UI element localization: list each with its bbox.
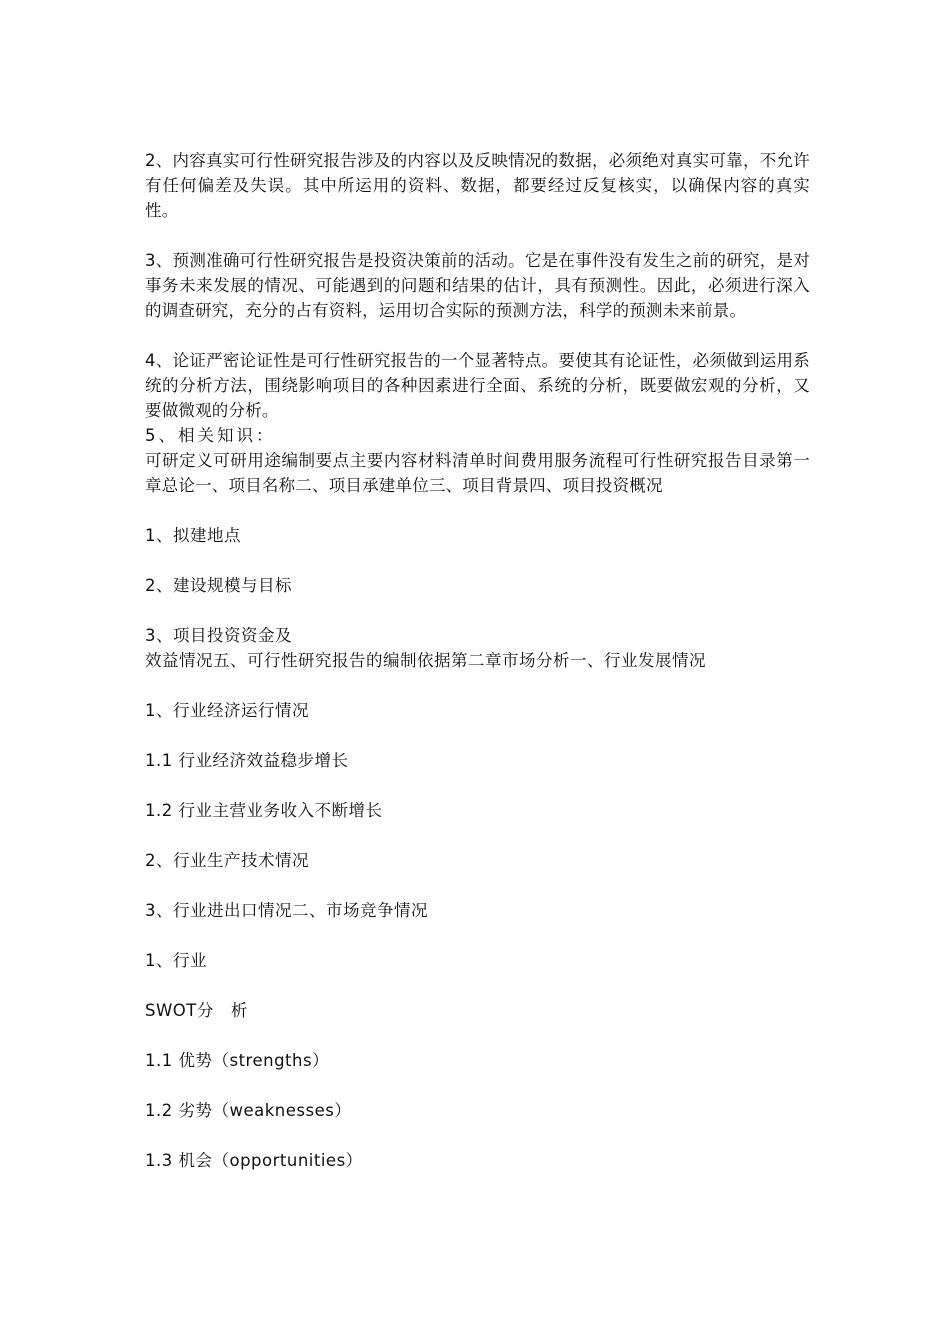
paragraph-content-authenticity: 2、内容真实可行性研究报告涉及的内容以及反映情况的数据，必须绝对真实可靠，不允许有任何偏差及失误。其中所运用的资料、数据，都要经过反复核实，以确保内容的真实性。 — [145, 151, 810, 220]
list-item-economic-benefit: 1.1 行业经济效益稳步增长 — [145, 751, 349, 770]
list-item-investment-funds: 3、项目投资资金及 — [145, 626, 292, 645]
list-item-strengths: 1.1 优势（strengths） — [145, 1051, 330, 1070]
paragraph-report-outline: 可研定义可研用途编制要点主要内容材料清单时间费用服务流程可行性研究报告目录第一章总论一、项目名称二、项目承建单位三、项目背景四、项目投资概况 — [145, 451, 810, 495]
list-item-import-export: 3、行业进出口情况二、市场竞争情况 — [145, 901, 428, 920]
list-item-industry-operation: 1、行业经济运行情况 — [145, 701, 309, 720]
list-item-revenue-growth: 1.2 行业主营业务收入不断增长 — [145, 801, 383, 820]
list-item-scale-goals: 2、建设规模与目标 — [145, 576, 292, 595]
heading-related-knowledge: 5、相关知识： — [145, 426, 276, 445]
document-page — [145, 148, 810, 1173]
list-item-site: 1、拟建地点 — [145, 526, 241, 545]
list-item-swot: SWOT分 析 — [145, 1001, 248, 1020]
list-item-production-tech: 2、行业生产技术情况 — [145, 851, 309, 870]
list-item-weaknesses: 1.2 劣势（weaknesses） — [145, 1101, 352, 1120]
list-item-opportunities: 1.3 机会（opportunities） — [145, 1151, 363, 1170]
paragraph-rigorous-argument: 4、论证严密论证性是可行性研究报告的一个显著特点。要使其有论证性，必须做到运用系统的分析方法，围绕影响项目的各种因素进行全面、系统的分析，既要做宏观的分析，又要做微观的分析。 — [145, 351, 810, 420]
list-item-benefits-market: 效益情况五、可行性研究报告的编制依据第二章市场分析一、行业发展情况 — [145, 651, 706, 670]
paragraph-prediction-accuracy: 3、预测准确可行性研究报告是投资决策前的活动。它是在事件没有发生之前的研究，是对事务未来发展的情况、可能遇到的问题和结果的估计，具有预测性。因此，必须进行深入的调查研究，充分的占有资料，运用切合实际的预测方法，科学的预测未来前景。 — [145, 251, 810, 320]
list-item-industry: 1、行业 — [145, 951, 207, 970]
